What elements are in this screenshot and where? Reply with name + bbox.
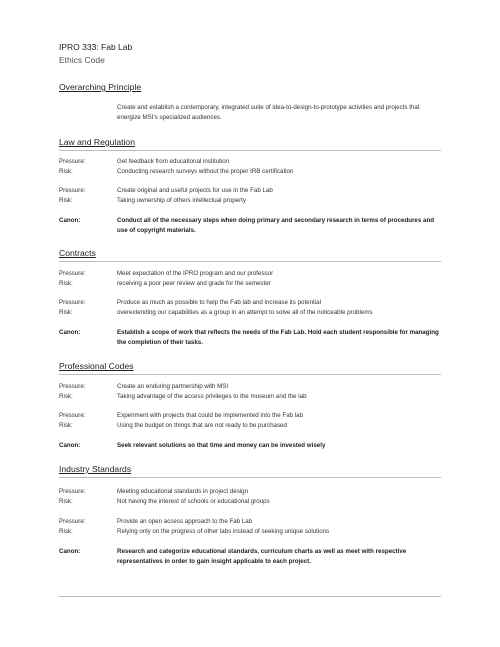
pressure-text: Meet expectation of the IPRO program and our professor [117, 270, 274, 277]
risk-label: Risk: [59, 309, 73, 316]
pressure-text: Experiment with projects that could be implemented into the Fab lab [117, 412, 304, 419]
canon-label: Canon: [59, 217, 81, 224]
risk-label: Risk: [59, 528, 73, 535]
pressure-label: Pressure: [59, 518, 86, 525]
pressure-text: Produce as much as possible to help the Fab lab and increase its potential [117, 299, 321, 306]
risk-label: Risk: [59, 280, 73, 287]
section-heading-overarching: Overarching Principle [59, 82, 142, 92]
document-subtitle: Ethics Code [59, 55, 105, 65]
canon-text: Research and categorize educational standards, curriculum charts as well as meet with respective representatives in order to gain insight applicable to each project. [117, 548, 407, 565]
pressure-text: Meeting educational standards in project design [117, 488, 249, 495]
pressure-label: Pressure: [59, 383, 86, 390]
canon-text: Seek relevant solutions so that time and money can be invested wisely [117, 442, 326, 449]
section-heading-law: Law and Regulation [59, 137, 441, 151]
risk-text: Not having the interest of schools or educational groups [117, 498, 270, 505]
canon-label: Canon: [59, 548, 81, 555]
risk-label: Risk: [59, 197, 73, 204]
pressure-label: Pressure: [59, 299, 86, 306]
bottom-divider [59, 596, 441, 597]
pressure-text: Provide an open access approach to the Fab Lab [117, 518, 253, 525]
risk-text: Using the budget on things that are not ready to be purchased [117, 422, 287, 429]
canon-label: Canon: [59, 329, 81, 336]
risk-text: Taking advantage of the access privileges to the museum and the lab [117, 393, 307, 400]
canon-text: Conduct all of the necessary steps when doing primary and secondary research in terms of procedures and use of copyright materials. [117, 217, 435, 234]
risk-text: Conducting research surveys without the proper IRB certification [117, 168, 294, 175]
risk-text: Taking ownership of others intellectual property [117, 197, 246, 204]
pressure-text: Get feedback from educational institution [117, 158, 230, 165]
risk-label: Risk: [59, 498, 73, 505]
canon-label: Canon: [59, 442, 81, 449]
pressure-label: Pressure: [59, 270, 86, 277]
document-title: IPRO 333: Fab Lab [59, 42, 133, 52]
risk-label: Risk: [59, 393, 73, 400]
canon-text: Establish a scope of work that reflects the needs of the Fab Lab. Hold each student responsible for managing the completion of their tasks. [117, 329, 439, 346]
pressure-label: Pressure: [59, 187, 86, 194]
risk-label: Risk: [59, 168, 73, 175]
risk-label: Risk: [59, 422, 73, 429]
section-heading-contracts: Contracts [59, 248, 441, 262]
section-heading-professional: Professional Codes [59, 361, 441, 375]
pressure-label: Pressure: [59, 158, 86, 165]
pressure-text: Create original and useful projects for use in the Fab Lab [117, 187, 273, 194]
pressure-label: Pressure: [59, 488, 86, 495]
overarching-text: Create and establish a contemporary, integrated suite of idea-to-design-to-prototype activities and projects that energize MSI's specialized audiences. [117, 104, 420, 121]
risk-text: receiving a poor peer review and grade for the semester [117, 280, 271, 287]
pressure-text: Create an enduring partnership with MSI [117, 383, 229, 390]
risk-text: overextending our capabilities as a group in an attempt to solve all of the noticeable problems [117, 309, 373, 316]
section-heading-industry: Industry Standards [59, 464, 441, 478]
pressure-label: Pressure: [59, 412, 86, 419]
risk-text: Relying only on the progress of other labs instead of seeking unique solutions [117, 528, 330, 535]
